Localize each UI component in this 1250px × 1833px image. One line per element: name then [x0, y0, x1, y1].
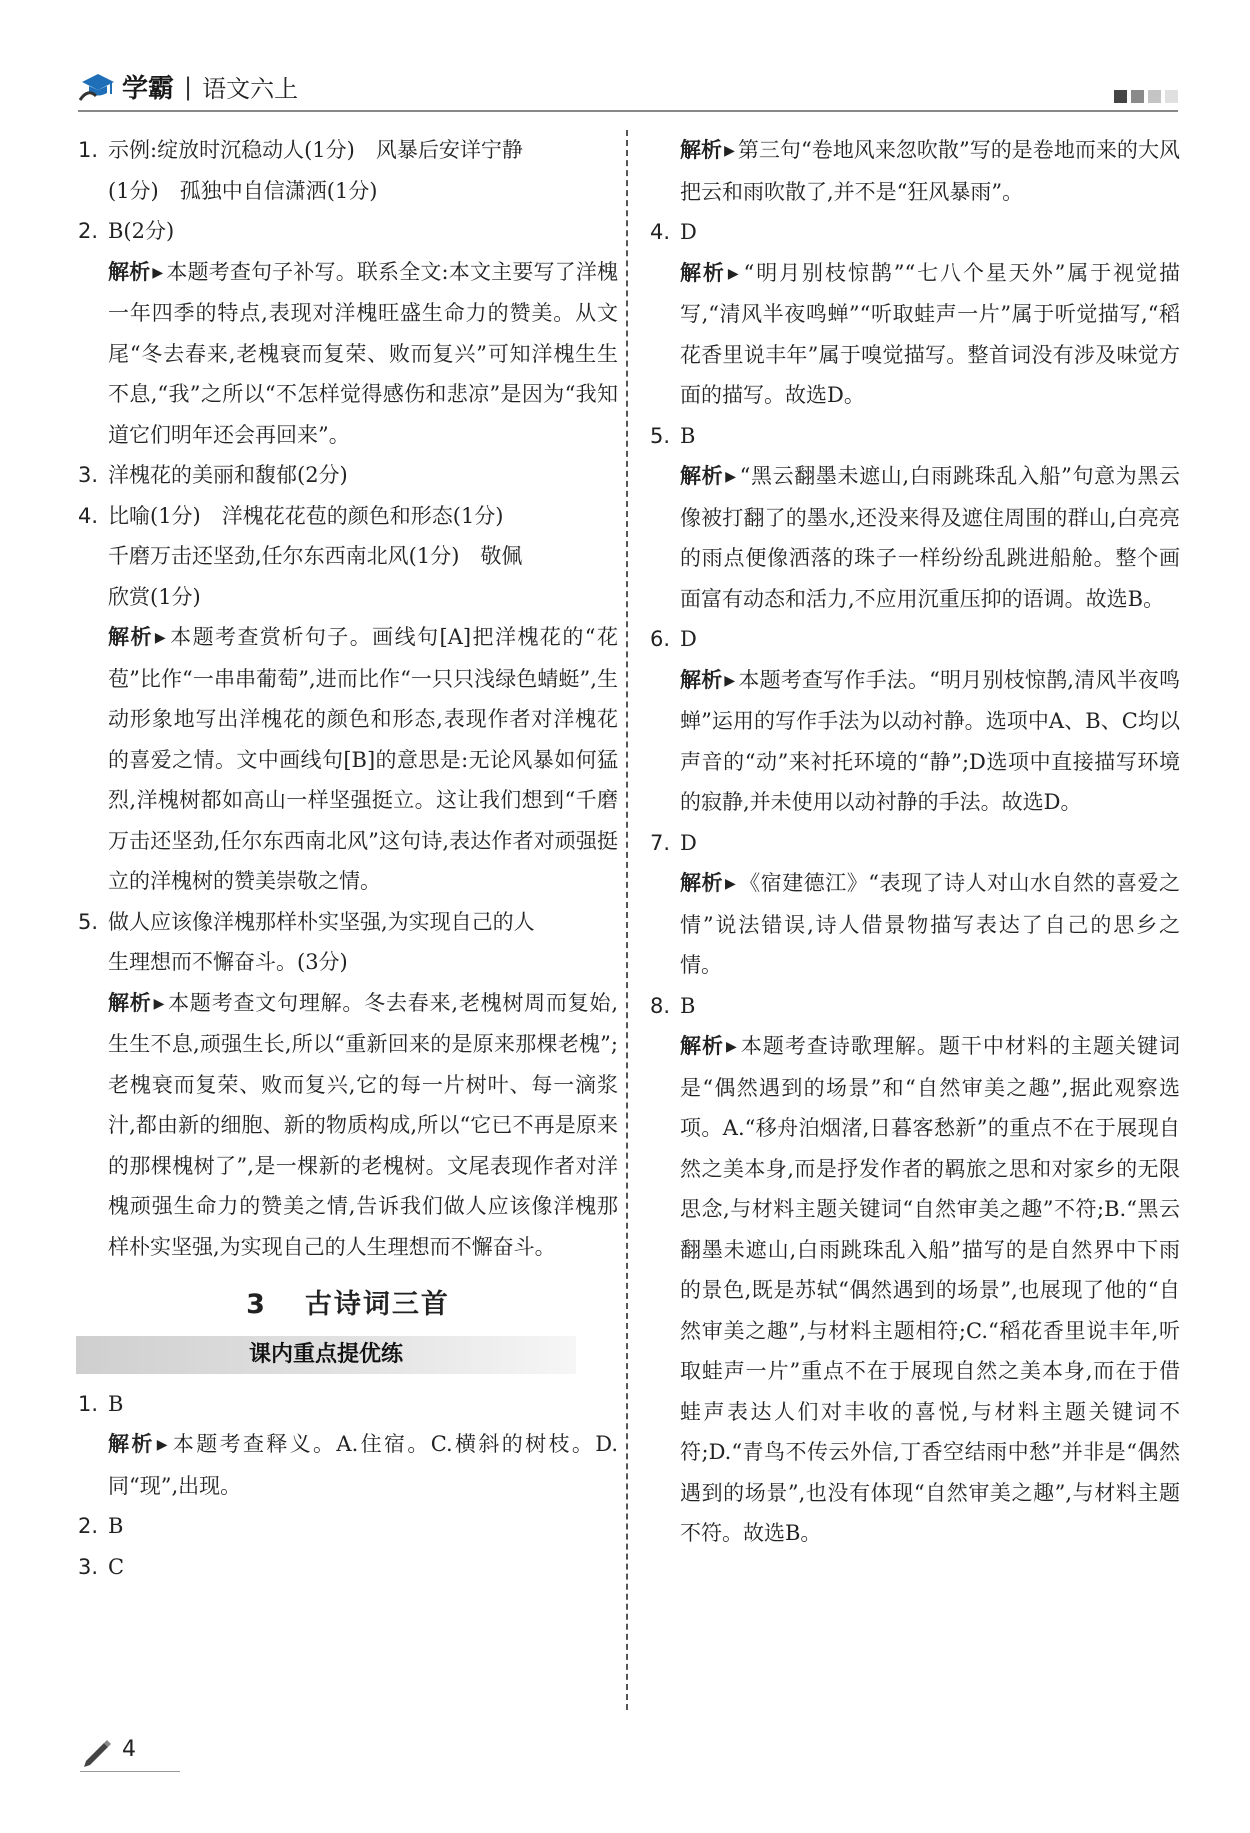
item-number: 4.: [650, 220, 671, 244]
analysis-block: [650, 863, 1180, 986]
page-footer: [80, 1733, 190, 1773]
triangle-icon: ▶: [152, 264, 164, 281]
footer-rule: [80, 1771, 180, 1772]
brand-logo: [78, 68, 298, 105]
answer-item: [650, 619, 1180, 660]
deco-square: [1114, 90, 1127, 103]
answer-text: D: [680, 220, 697, 244]
analysis-block: [650, 1026, 1180, 1554]
analysis-label: 解析: [680, 138, 723, 162]
item-number: 3.: [78, 1554, 99, 1579]
triangle-icon: ▶: [726, 1039, 738, 1055]
answer-item: [650, 823, 1180, 864]
header-separator: |: [184, 72, 193, 101]
answer-item: [78, 1384, 618, 1425]
item-number: 8.: [650, 993, 671, 1018]
answer-text: B: [108, 1514, 124, 1538]
item-number: 3.: [78, 463, 99, 487]
answer-line: 生理想而不懈奋斗。(3分): [108, 950, 348, 974]
analysis-block: [78, 983, 618, 1268]
item-number: 6.: [650, 627, 671, 651]
answer-item: [650, 986, 1180, 1027]
column-divider: [626, 130, 628, 1710]
deco-square: [1165, 90, 1178, 103]
item-number: 5.: [650, 423, 671, 448]
analysis-text: “明月别枝惊鹊”“七八个星天外”属于视觉描写,“清风半夜鸣蝉”“听取蛙声一片”属于听觉描写,“稻花香里说丰年”属于嗅觉描写。整首词没有涉及味觉方面的描写。故选D。: [680, 260, 1180, 407]
deco-square: [1148, 90, 1161, 103]
analysis-label: 解析: [108, 990, 152, 1015]
analysis-label: 解析: [108, 1432, 155, 1456]
analysis-text: 本题考查写作手法。“明月别枝惊鹊,清风半夜鸣蝉”运用的写作手法为以动衬静。选项中A、B、C均以声音的“动”来衬托环境的“静”;D选项中直接描写环境的寂静,并未使用以动衬静的手法。故选D。: [680, 667, 1180, 814]
triangle-icon: ▶: [724, 672, 736, 689]
analysis-block: [78, 617, 618, 902]
mortarboard-icon: [78, 70, 118, 104]
page-header: [78, 62, 1178, 114]
answer-line: 示例:绽放时沉稳动人(1分) 风暴后安详宁静: [108, 138, 523, 162]
header-rule: [78, 110, 1178, 112]
answer-item: [78, 455, 618, 496]
section-name: 古诗词三首: [304, 1289, 450, 1320]
answer-item: [78, 211, 618, 252]
analysis-text: 《宿建德江》“表现了诗人对山水自然的喜爱之情”说法错误,诗人借景物描写表达了自己的思乡之情。: [680, 871, 1181, 977]
answer-line: 做人应该像洋槐那样朴实坚强,为实现自己的人: [108, 909, 535, 934]
triangle-icon: ▶: [725, 876, 737, 892]
answer-item: [78, 130, 618, 211]
deco-square: [1131, 90, 1144, 103]
answer-line: 千磨万击还坚劲,任尔东西南北风(1分) 敬佩: [108, 544, 523, 568]
analysis-label: 解析: [680, 667, 723, 692]
section-number: 3: [246, 1289, 267, 1320]
section-title: [78, 1285, 618, 1326]
analysis-block: [78, 252, 618, 456]
pencil-icon: [80, 1735, 114, 1769]
page-number: 4: [122, 1737, 136, 1762]
answer-text: C: [108, 1554, 125, 1579]
answer-text: D: [680, 627, 697, 651]
analysis-label: 解析: [108, 259, 151, 284]
item-number: 5.: [78, 909, 99, 934]
band-title: 课内重点提优练: [248, 1341, 403, 1367]
analysis-text: 本题考查释义。A.住宿。C.横斜的树枝。D.同“现”,出现。: [108, 1432, 618, 1498]
triangle-icon: ▶: [725, 469, 737, 485]
left-column: [78, 130, 618, 1587]
triangle-icon: ▶: [724, 143, 735, 159]
analysis-block: [650, 130, 1180, 212]
triangle-icon: ▶: [154, 630, 168, 646]
analysis-text: 第三句“卷地风来忽吹散”写的是卷地而来的大风把云和雨吹散了,并不是“狂风暴雨”。: [680, 138, 1180, 204]
header-decoration: [1114, 90, 1178, 103]
analysis-label: 解析: [680, 464, 724, 488]
answer-item: [78, 1506, 618, 1547]
analysis-text: 本题考查诗歌理解。题干中材料的主题关键词是“偶然遇到的场景”和“自然审美之趣”,据此观察选项。A.“移舟泊烟渚,日暮客愁新”的重点不在于展现自然之美本身,而是抒发作者的羁旅之思和对家乡的无限思念,与材料主题关键词“自然审美之趣”不符;B.“黑云翻墨未遮山,白雨跳珠乱入船”描写的是自然界中下雨的景色,既是苏轼“偶然遇到的场景”,也展现了他的“自然审美之趣”,与材料主题相符;C.“稻花香里说丰年,听取蛙声一片”重点不在于展现自然之美本身,而在于借蛙声表达人们对丰收的喜悦,与材料主题关键词不符;D.“青鸟不传云外信,丁香空结雨中愁”并非是“偶然遇到的场景”,也没有体现“自然审美之趣”,与材料主题不符。故选B。: [680, 1034, 1180, 1545]
answer-item: [78, 1547, 618, 1588]
item-number: 2.: [78, 219, 99, 243]
analysis-block: [78, 1424, 618, 1506]
answer-text: D: [680, 830, 697, 855]
triangle-icon: ▶: [153, 995, 166, 1012]
answer-line: 欣赏(1分): [108, 584, 201, 609]
answer-text: B: [680, 993, 696, 1018]
analysis-block: [650, 253, 1180, 416]
analysis-label: 解析: [108, 625, 153, 649]
item-number: 2.: [78, 1514, 99, 1538]
answer-text: B(2分): [108, 219, 175, 243]
analysis-label: 解析: [680, 1034, 725, 1058]
analysis-block: [650, 456, 1180, 619]
answer-item: [650, 212, 1180, 253]
answer-text: 洋槐花的美丽和馥郁(2分): [108, 463, 348, 487]
analysis-text: 本题考查句子补写。联系全文:本文主要写了洋槐一年四季的特点,表现对洋槐旺盛生命力的赞美。从文尾“冬去春来,老槐衰而复荣、败而复兴”可知洋槐生生不息,“我”之所以“不怎样觉得感伤和悲凉”是因为“我知道它们明年还会再回来”。: [108, 259, 619, 447]
answer-item: [650, 416, 1180, 457]
analysis-label: 解析: [680, 871, 723, 895]
answer-item: [78, 496, 618, 618]
item-number: 4.: [78, 503, 99, 528]
section-band: [76, 1336, 576, 1374]
answer-line: (1分) 孤独中自信潇洒(1分): [108, 178, 378, 203]
answer-line: 比喻(1分) 洋槐花花苞的颜色和形态(1分): [108, 503, 504, 528]
answer-text: B: [108, 1391, 124, 1416]
answer-text: B: [680, 423, 696, 448]
analysis-text: 本题考查文句理解。冬去春来,老槐树周而复始,生生不息,顽强生长,所以“重新回来的是原来那棵老槐”;老槐衰而复荣、败而复兴,它的每一片树叶、每一滴浆汁,都由新的细胞、新的物质构成,所以“它已不再是原来的那棵槐树了”,是一棵新的老槐树。文尾表现作者对洋槐顽强生命力的赞美之情,告诉我们做人应该像洋槐那样朴实坚强,为实现自己的人生理想而不懈奋斗。: [108, 990, 618, 1259]
item-number: 1.: [78, 138, 99, 162]
analysis-block: [650, 660, 1180, 823]
analysis-text: “黑云翻墨未遮山,白雨跳珠乱入船”句意为黑云像被打翻了的墨水,还没来得及遮住周围的群山,白亮亮的雨点便像洒落的珠子一样纷纷乱跳进船舱。整个画面富有动态和活力,不应用沉重压抑的语调。故选B。: [680, 464, 1180, 611]
item-number: 7.: [650, 830, 671, 855]
triangle-icon: ▶: [727, 265, 741, 282]
answer-item: [78, 902, 618, 983]
brand-name: 学霸: [122, 74, 175, 104]
analysis-text: 本题考查赏析句子。画线句[A]把洋槐花的“花苞”比作“一串串葡萄”,进而比作“一只只浅绿色蜻蜓”,生动形象地写出洋槐花的颜色和形态,表现作者对洋槐花的喜爱之情。文中画线句[B]的意思是:无论风暴如何猛烈,洋槐树都如高山一样坚强挺立。这让我们想到“千磨万击还坚劲,任尔东西南北风”这句诗,表达作者对顽强挺立的洋槐树的赞美崇敬之情。: [108, 625, 618, 893]
analysis-label: 解析: [680, 260, 726, 285]
triangle-icon: ▶: [156, 1437, 170, 1453]
subject-title: 语文六上: [202, 75, 299, 103]
right-column: [650, 130, 1180, 1554]
item-number: 1.: [78, 1391, 99, 1416]
